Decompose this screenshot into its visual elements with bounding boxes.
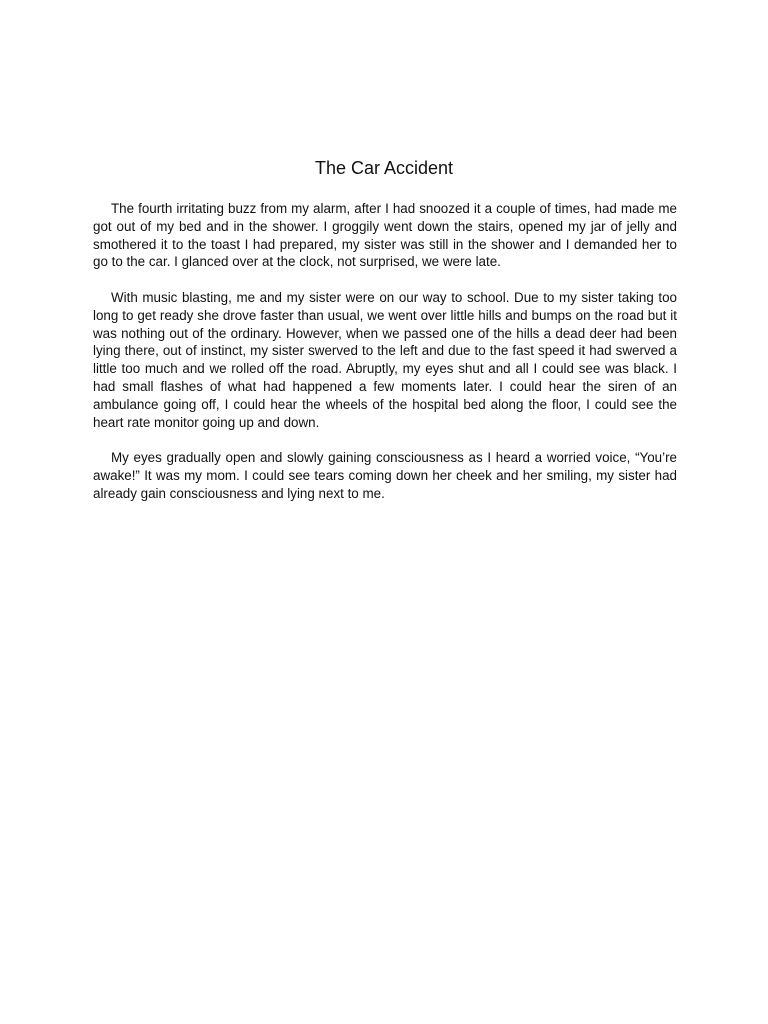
document-title: The Car Accident — [314, 158, 454, 178]
document-body — [93, 200, 677, 520]
paragraph-3: My eyes gradually open and slowly gaining consciousness as I heard a worried voice, “You’re awake!” It was my mom. I could see tears coming down her cheek and her smiling, my sister had already gain consciousness and lying next to me. — [93, 450, 677, 501]
paragraph-2: With music blasting, me and my sister were on our way to school. Due to my sister taking too long to get ready she drove faster than usual, we went over little hills and bumps on the road but it was nothing out of the ordinary. However, when we passed one of the hills a dead deer had been lying there, out of instinct, my sister swerved to the left and due to the fast speed it had swerved a little too much and we rolled off the road. Abruptly, my eyes shut and all I could see was black. I had small flashes of what had happened a few moments later. I could hear the siren of an ambulance going off, I could hear the wheels of the hospital bed along the floor, I could see the heart rate monitor going up and down. — [93, 289, 677, 430]
paragraph-1: The fourth irritating buzz from my alarm, after I had snoozed it a couple of times, had made me got out of my bed and in the shower. I groggily went down the stairs, opened my jar of jelly and smothered it to the toast I had prepared, my sister was still in the shower and I demanded her to go to the car. I glanced over at the clock, not surprised, we were late. — [93, 201, 677, 270]
